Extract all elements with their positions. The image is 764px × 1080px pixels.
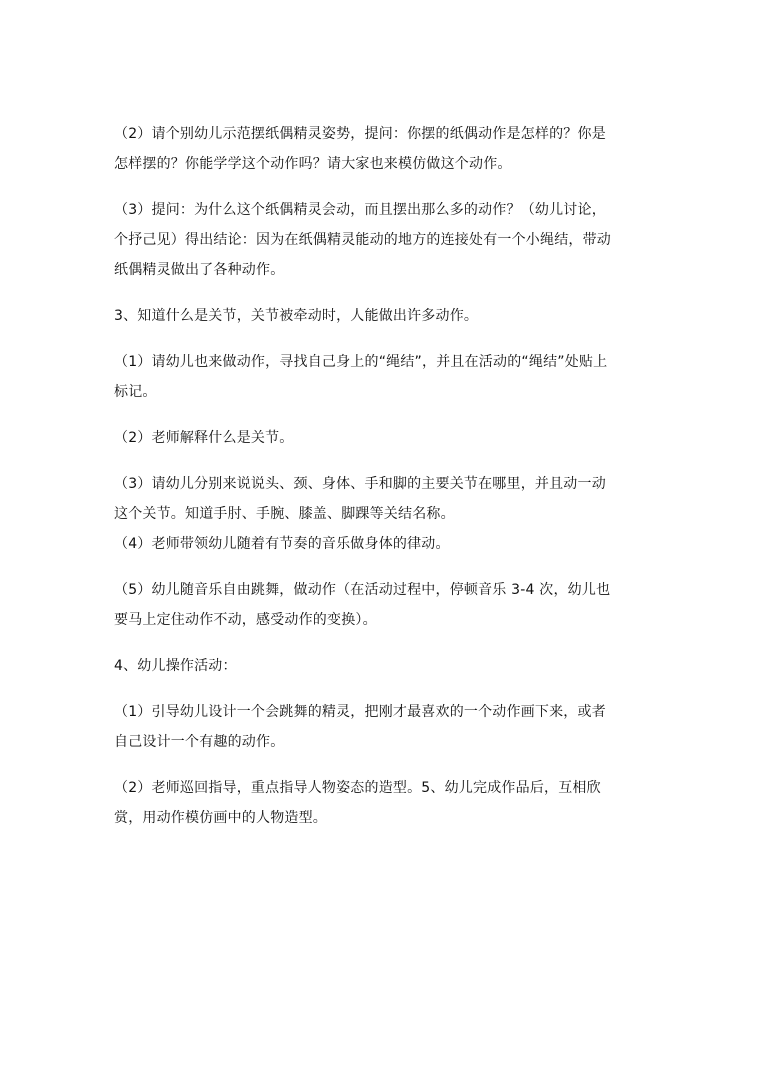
section-heading-4 <box>114 651 654 681</box>
paragraph-step-2-3 <box>114 195 654 285</box>
text-line: （5）幼儿随音乐自由跳舞，做动作（在活动过程中，停顿音乐 3-4 次，幼儿也 <box>114 582 611 598</box>
text-line: 怎样摆的？你能学学这个动作吗？请大家也来模仿做这个动作。 <box>114 156 512 172</box>
text-line: 标记。 <box>114 384 157 400</box>
text-line: 个抒己见）得出结论：因为在纸偶精灵能动的地方的连接处有一个小绳结，带动 <box>114 232 611 248</box>
text-line: 自己设计一个有趣的动作。 <box>114 734 285 750</box>
text-line: （2）老师巡回指导，重点指导人物姿态的造型。5、幼儿完成作品后，互相欣 <box>114 780 601 796</box>
paragraph-step-4-2 <box>114 773 654 833</box>
text-line: （4）老师带领幼儿随着有节奏的音乐做身体的律动。 <box>114 536 450 552</box>
paragraph-step-3-1 <box>114 347 654 407</box>
paragraph-step-3-3-and-3-4 <box>114 469 654 559</box>
paragraph-step-2-2 <box>114 119 654 179</box>
section-heading-3 <box>114 301 654 331</box>
text-line: 3、知道什么是关节，关节被牵动时，人能做出许多动作。 <box>114 308 479 324</box>
text-line: （3）请幼儿分别来说说头、颈、身体、手和脚的主要关节在哪里，并且动一动 <box>114 476 606 492</box>
paragraph-step-3-5 <box>114 575 654 635</box>
text-line: 4、幼儿操作活动： <box>114 658 237 674</box>
document-body <box>114 119 654 833</box>
text-line: （1）请幼儿也来做动作，寻找自己身上的“绳结”，并且在活动的“绳结”处贴上 <box>114 354 608 370</box>
text-line: 纸偶精灵做出了各种动作。 <box>114 262 285 278</box>
text-line: 这个关节。知道手肘、手腕、膝盖、脚踝等关结名称。 <box>114 506 455 522</box>
text-line: （2）老师解释什么是关节。 <box>114 430 294 446</box>
paragraph-step-3-2 <box>114 423 654 453</box>
text-line: （1）引导幼儿设计一个会跳舞的精灵，把刚才最喜欢的一个动作画下来，或者 <box>114 704 606 720</box>
paragraph-step-4-1 <box>114 697 654 757</box>
text-line: 要马上定住动作不动，感受动作的变换）。 <box>114 612 377 628</box>
text-line: （3）提问：为什么这个纸偶精灵会动，而且摆出那么多的动作？（幼儿讨论， <box>114 202 606 218</box>
text-line: （2）请个别幼儿示范摆纸偶精灵姿势，提问：你摆的纸偶动作是怎样的？你是 <box>114 126 606 142</box>
text-line: 赏，用动作模仿画中的人物造型。 <box>114 810 327 826</box>
